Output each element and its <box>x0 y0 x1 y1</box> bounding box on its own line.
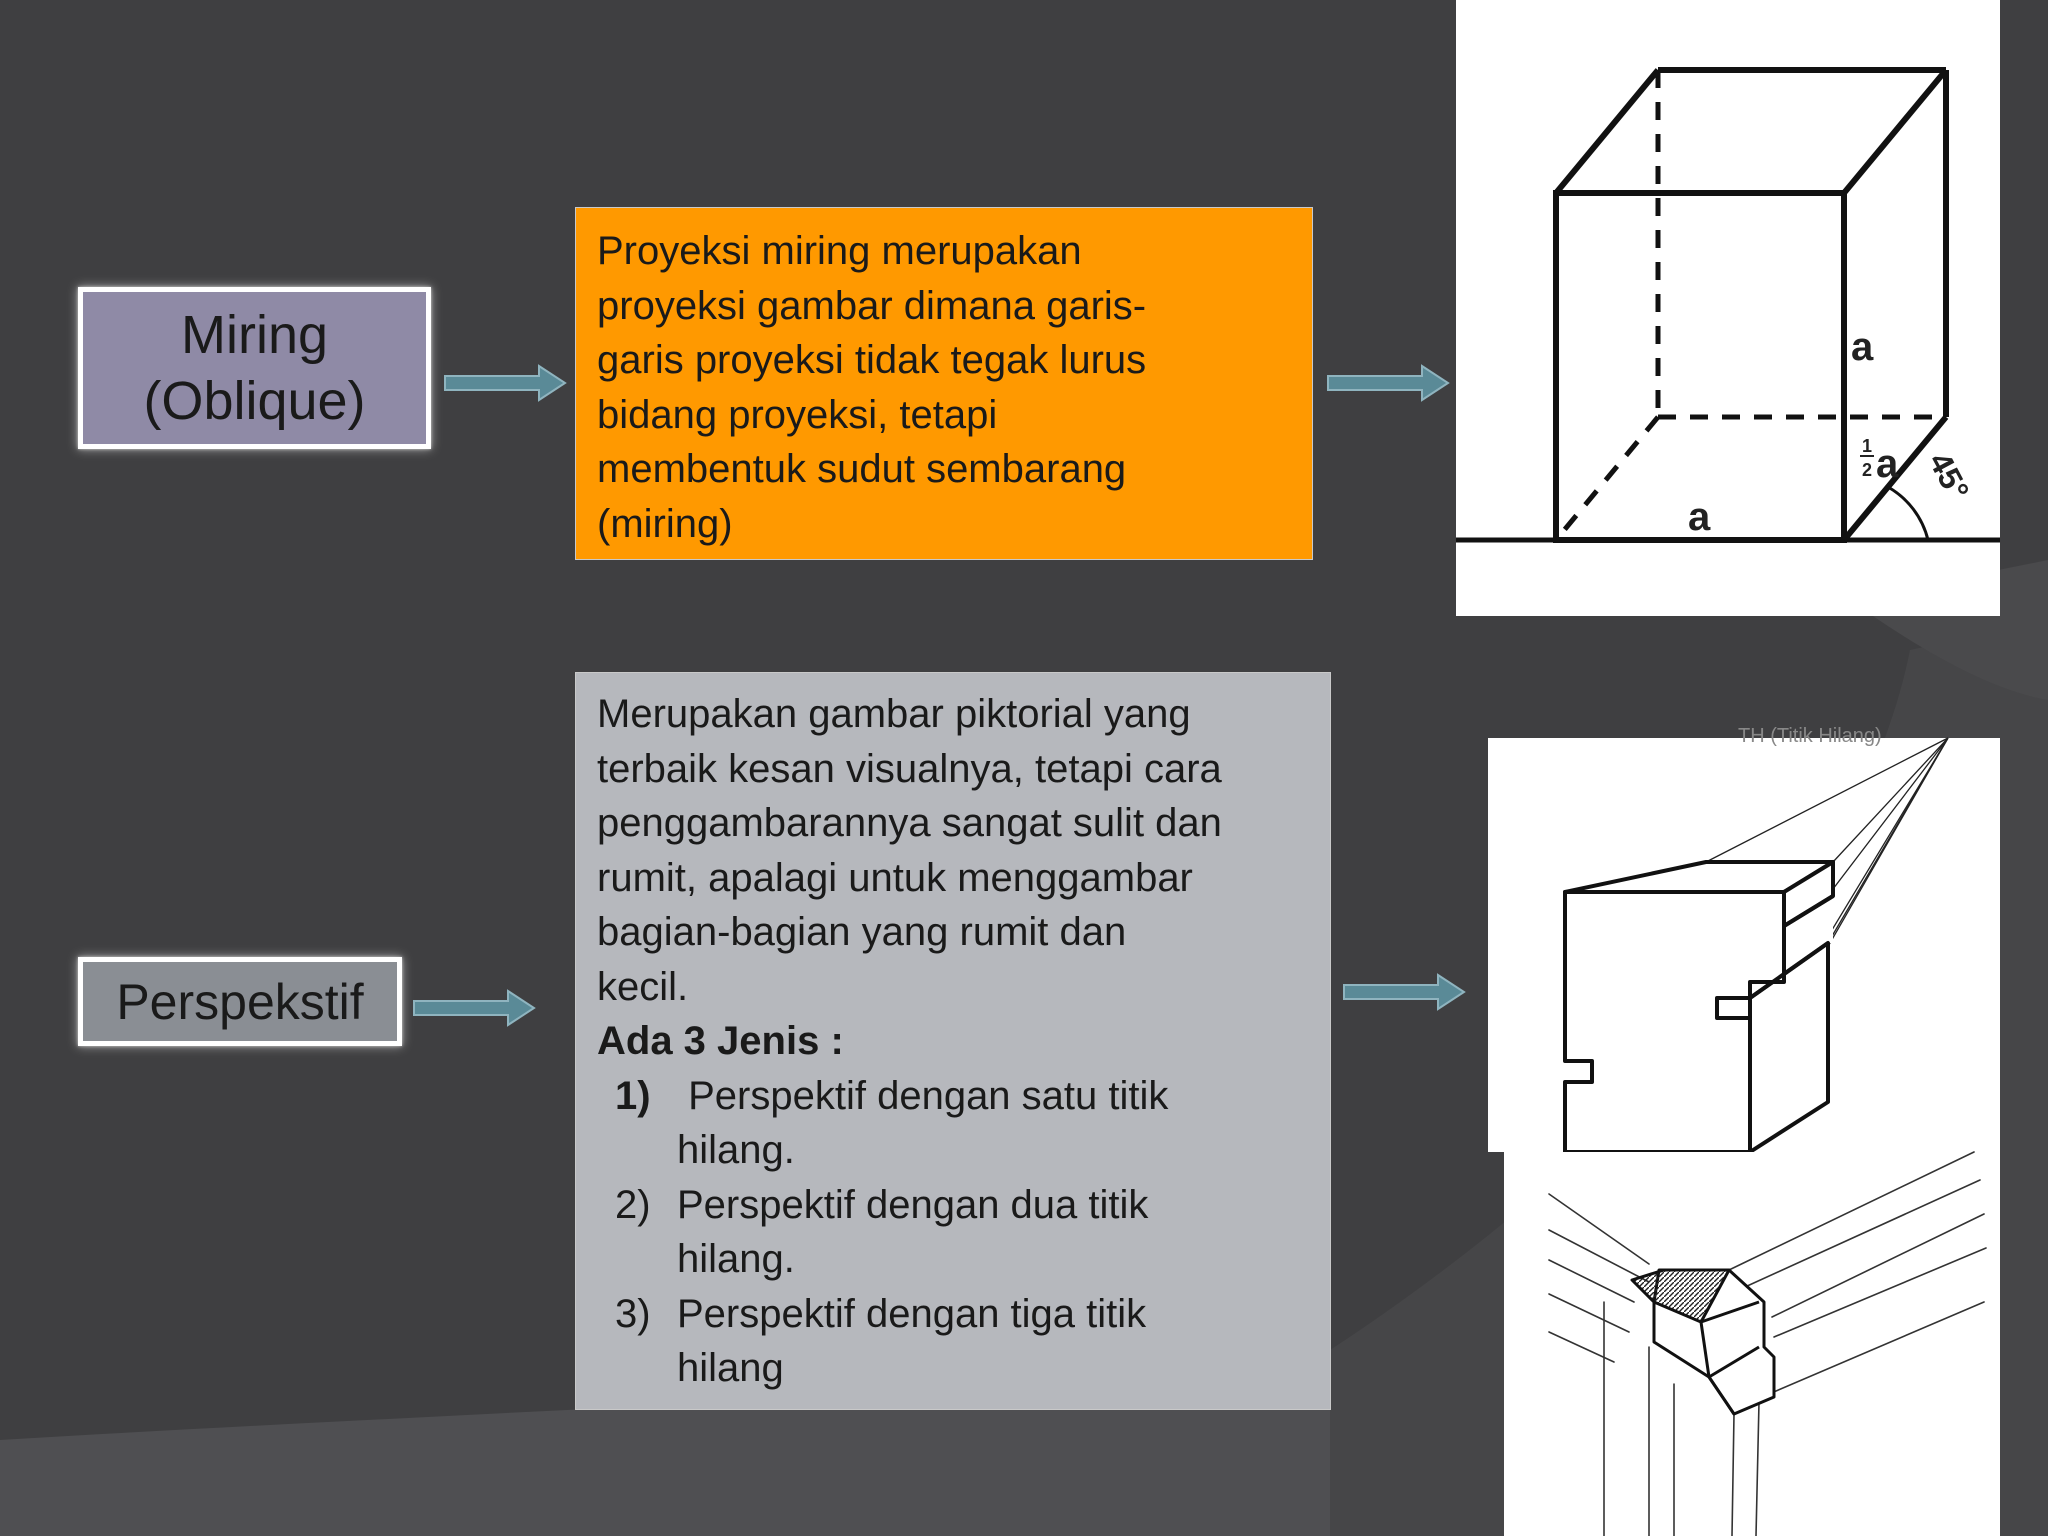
miring-description-line: garis proyeksi tidak tegak lurus <box>597 338 1147 382</box>
perspektif-label <box>78 957 402 1046</box>
miring-label-line1: Miring <box>180 305 329 365</box>
perspektif-description-line: bagian-bagian yang rumit dan <box>597 910 1127 954</box>
perspektif-description <box>575 672 1331 1410</box>
vanishing-point-label: TH (Titik Hilang) <box>1738 725 1882 747</box>
arrow-right-icon <box>1342 972 1468 1012</box>
list-item-text: Perspektif dengan dua titik <box>677 1182 1149 1227</box>
svg-text:2: 2 <box>1862 460 1873 480</box>
list-item-number: 2) <box>615 1182 651 1227</box>
cube-angle-label: 45° <box>1921 446 1977 507</box>
list-item-text: hilang. <box>677 1237 795 1281</box>
types-heading: Ada 3 Jenis : <box>597 1019 844 1063</box>
oblique-cube-figure <box>1456 0 2000 616</box>
perspektif-description-line: terbaik kesan visualnya, tetapi cara <box>597 746 1222 791</box>
miring-description-line: (miring) <box>597 501 733 546</box>
miring-description-line: proyeksi gambar dimana garis- <box>597 283 1147 328</box>
list-item <box>615 1178 1316 1287</box>
miring-description-line: membentuk sudut sembarang <box>597 447 1127 491</box>
miring-description <box>575 207 1313 560</box>
arrow-right-icon <box>443 363 569 403</box>
cube-edge-label-bottom: a <box>1688 495 1711 539</box>
list-item-text: hilang <box>677 1346 784 1390</box>
cube-edge-label-side: a <box>1851 325 1874 369</box>
list-item-text: Perspektif dengan tiga titik <box>677 1291 1147 1336</box>
perspektif-label-text: Perspekstif <box>116 973 364 1030</box>
perspektif-description-line: rumit, apalagi untuk menggambar <box>597 855 1193 900</box>
miring-label-line2: (Oblique) <box>143 371 366 431</box>
list-item <box>615 1287 1316 1396</box>
half-fraction-icon <box>1860 436 1874 480</box>
miring-description-line: Proyeksi miring merupakan <box>597 229 1082 273</box>
perspektif-description-line: kecil. <box>597 964 689 1009</box>
miring-label <box>78 287 431 449</box>
list-item-text: Perspektif dengan satu titik <box>677 1073 1169 1118</box>
one-point-perspective-figure <box>1488 725 2000 1152</box>
list-item-number: 1) <box>615 1073 651 1118</box>
list-item <box>615 1069 1316 1178</box>
perspektif-description-line: penggambarannya sangat sulit dan <box>597 801 1222 845</box>
three-point-perspective-figure <box>1504 1152 2000 1536</box>
svg-text:1: 1 <box>1862 436 1873 456</box>
miring-description-line: bidang proyeksi, tetapi <box>597 392 998 437</box>
list-item-text: hilang. <box>677 1128 795 1172</box>
perspektif-description-line: Merupakan gambar piktorial yang <box>597 692 1191 736</box>
cube-half-edge-label: a <box>1876 442 1899 486</box>
arrow-right-icon <box>1326 363 1452 403</box>
arrow-right-icon <box>412 988 538 1028</box>
list-item-number: 3) <box>615 1291 651 1336</box>
